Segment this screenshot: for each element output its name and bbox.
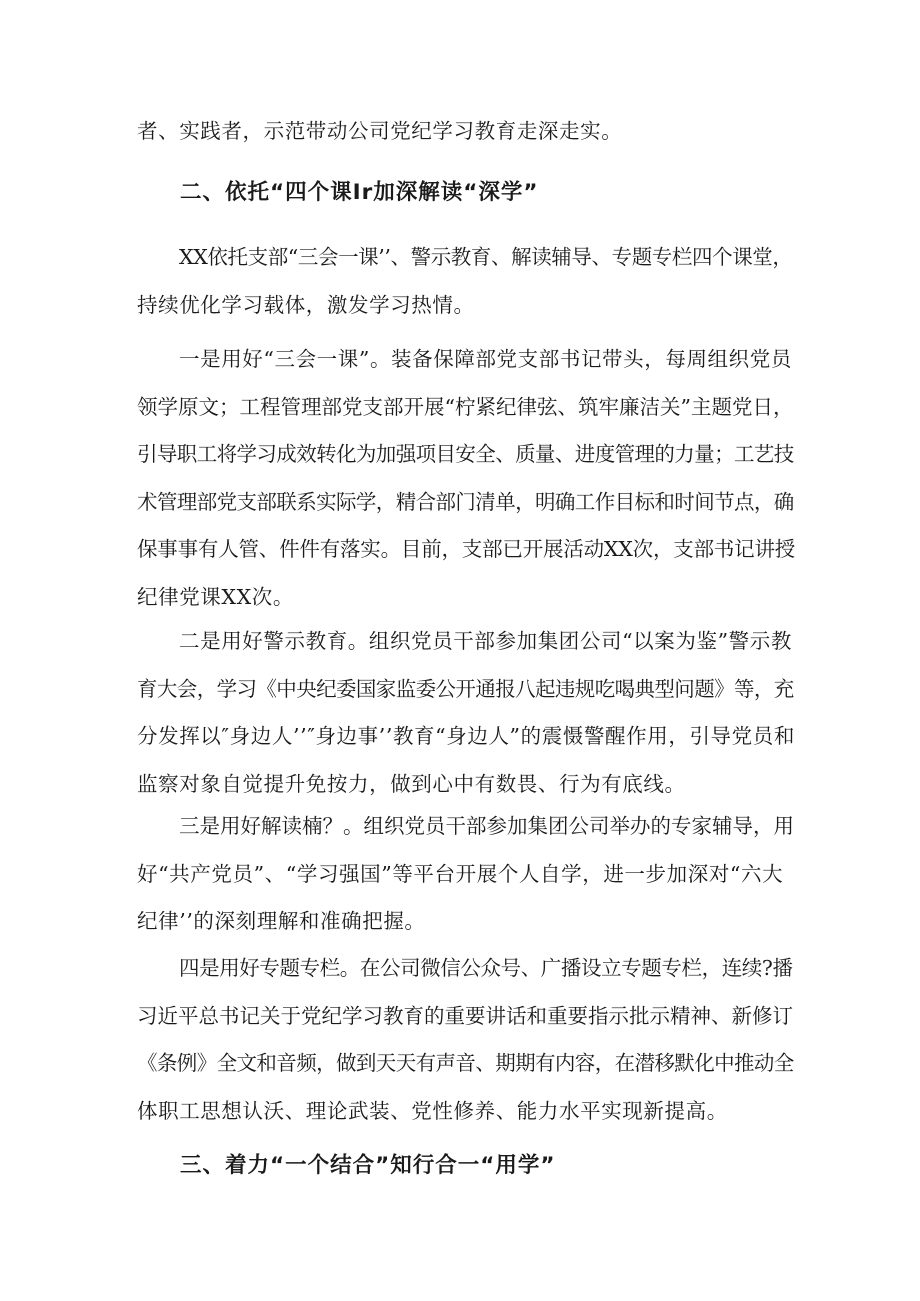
section-heading-2: 二、依托“四个课Ir加深解读“深学” bbox=[180, 180, 539, 205]
text-line: 持续优化学习载体，激发学习热情。 bbox=[137, 292, 475, 317]
paragraph-four-classrooms bbox=[137, 234, 797, 329]
section-heading-3: 三、着力“一个结合”知行合一“用学” bbox=[180, 1153, 556, 1178]
text-line: 育大会，学习《中央纪委国家监委公开通报八起违规吃喝典型问题》等，充 bbox=[137, 676, 794, 701]
paragraph-special-column bbox=[137, 945, 797, 1135]
text-line: 四是用好专题专栏。在公司微信公众号、广播设立专题专栏，连续?播 bbox=[179, 956, 793, 980]
paragraph-warning-education bbox=[137, 618, 797, 808]
paragraph-interpretation bbox=[137, 803, 797, 946]
text-line: 术管理部党支部联系实际学，精合部门清单，明确工作目标和时间节点，确 bbox=[137, 489, 794, 514]
text-line: 二是用好警示教育。组织党员干部参加集团公司“以案为鉴”警示教 bbox=[179, 629, 792, 653]
text-line: 好“共产党员”、“学习强国”等平台开展个人自学，进一步加深对“六大 bbox=[137, 861, 784, 886]
paragraph-intro-continuation bbox=[137, 108, 797, 156]
text-line: 三是用好解读楠？。组织党员干部参加集团公司举办的专家辅导，用 bbox=[179, 814, 794, 838]
text-line: 分发挥以″身边人’’″身边事’’教育“身边人”的震慑警醒作用，引导党员和 bbox=[137, 724, 795, 748]
paragraph-three-meetings bbox=[137, 336, 797, 621]
text-line: 监察对象自觉提升免按力，做到心中有数畏、行为有底线。 bbox=[137, 771, 686, 796]
text-line: XX依托支部“三会一课’’、警示教育、解读辅导、专题专栏四个课堂， bbox=[179, 245, 793, 269]
text-line: 习近平总书记关于党纪学习教育的重要讲话和重要指示批示精神、新修订 bbox=[137, 1003, 793, 1028]
text-line: 者、实践者，示范带动公司党纪学习教育走深走实。 bbox=[137, 119, 623, 143]
text-line: 引导职工将学习成效转化为加强项目安全、质量、进度管理的力量；工艺技 bbox=[137, 442, 794, 466]
text-line: 体职工思想认沃、理论武装、党性修养、能力水平实现新提高。 bbox=[137, 1098, 728, 1123]
text-line: 纪律党课XX次。 bbox=[137, 584, 294, 609]
text-line: 一是用好“三会一课”。装备保障部党支部书记带头，每周组织党员 bbox=[179, 347, 792, 371]
text-line: 保事事有人管、件件有落实。目前，支部已开展活动XX次，支部书记讲授 bbox=[137, 537, 796, 561]
text-line: 纪律’’的深刻理解和准确把握。 bbox=[137, 909, 426, 933]
text-line: 领学原文；工程管理部党支部开展“柠紧纪律弦、筑牢廉洁关”主题党日， bbox=[137, 394, 794, 419]
text-line: 《条例》全文和音频，做到天天有声音、期期有内容，在潜移默化中推动全 bbox=[137, 1051, 794, 1075]
